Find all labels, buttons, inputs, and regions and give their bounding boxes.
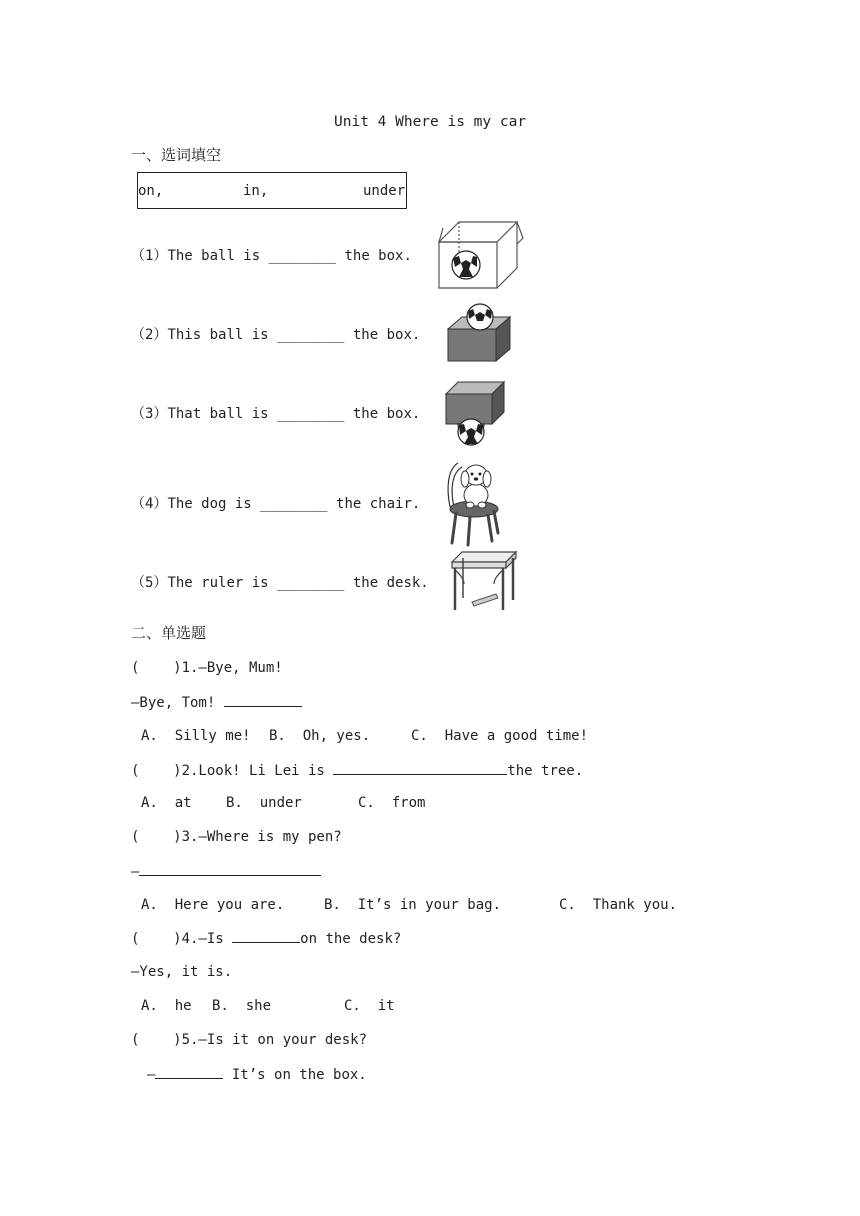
- q1-option-a[interactable]: A. Silly me!: [141, 728, 251, 744]
- item-number: （4）: [131, 496, 168, 512]
- section-2-heading: 二、单选题: [131, 624, 207, 642]
- item-text: The ball is: [167, 248, 269, 264]
- q1-option-b[interactable]: B. Oh, yes.: [269, 728, 371, 744]
- answer-blank[interactable]: ________: [277, 327, 345, 343]
- item-text: The ruler is: [167, 575, 278, 591]
- q1-answer-blank[interactable]: [224, 693, 302, 707]
- item-text: the desk.: [344, 575, 429, 591]
- item-text: the box.: [336, 248, 412, 264]
- q3-option-c[interactable]: C. Thank you.: [559, 897, 678, 913]
- q3-option-a[interactable]: A. Here you are.: [141, 897, 285, 913]
- q5-reply-text: It’s on the box.: [223, 1067, 367, 1083]
- ball-in-box-image: [437, 220, 527, 290]
- q3-reply: —: [131, 864, 140, 880]
- word-bank-on: on,: [138, 183, 164, 199]
- q3-line2: [131, 862, 321, 881]
- word-bank-under: under: [363, 183, 406, 199]
- q5-answer-blank[interactable]: [155, 1065, 223, 1079]
- item-number: （5）: [131, 575, 168, 591]
- item-number: （3）: [131, 406, 168, 422]
- q2-option-a[interactable]: A. at: [141, 795, 192, 811]
- answer-blank[interactable]: ________: [268, 248, 337, 264]
- fill-item-5: [131, 574, 429, 592]
- q3-option-b[interactable]: B. It’s in your bag.: [324, 897, 502, 913]
- q4-stem-text: on the desk?: [300, 931, 402, 947]
- q4-stem-text: ( )4.—Is: [131, 931, 233, 947]
- q4-option-c[interactable]: C. it: [344, 998, 395, 1014]
- q5-reply: —: [147, 1067, 156, 1083]
- q2-stem: [131, 761, 583, 780]
- q3-stem: ( )3.—Where is my pen?: [131, 829, 342, 845]
- item-number: （2）: [131, 327, 168, 343]
- item-text: The dog is: [167, 496, 261, 512]
- q3-answer-blank[interactable]: [139, 862, 321, 876]
- item-text: the chair.: [327, 496, 421, 512]
- q4-stem: [131, 929, 401, 948]
- q1-reply: —Bye, Tom!: [131, 695, 224, 711]
- q2-option-b[interactable]: B. under: [226, 795, 302, 811]
- ball-under-box-image: [444, 378, 508, 448]
- word-bank-in: in,: [243, 183, 269, 199]
- fill-item-4: [131, 495, 420, 513]
- fill-item-2: [131, 326, 420, 344]
- q4-line2: —Yes, it is.: [131, 964, 233, 980]
- q5-stem: ( )5.—Is it on your desk?: [131, 1032, 368, 1048]
- item-text: the box.: [344, 327, 421, 343]
- q2-option-c[interactable]: C. from: [358, 795, 426, 811]
- item-text: That ball is: [167, 406, 278, 422]
- answer-blank[interactable]: ________: [277, 406, 345, 422]
- ball-on-box-image: [446, 303, 514, 365]
- q1-line2: [131, 693, 302, 712]
- section-1-heading: 一、选词填空: [131, 146, 222, 164]
- q5-line2: [147, 1065, 367, 1084]
- q2-answer-blank[interactable]: [333, 761, 507, 775]
- fill-item-1: [131, 247, 412, 265]
- item-number: （1）: [131, 248, 168, 264]
- page-title: Unit 4 Where is my car: [334, 114, 527, 130]
- answer-blank[interactable]: ________: [277, 575, 345, 591]
- q4-option-a[interactable]: A. he: [141, 998, 192, 1014]
- word-bank-box: [137, 172, 407, 209]
- ruler-under-desk-image: [450, 550, 520, 614]
- fill-item-3: [131, 405, 420, 423]
- q1-option-c[interactable]: C. Have a good time!: [411, 728, 589, 744]
- answer-blank[interactable]: ________: [260, 496, 328, 512]
- q2-stem-text: ( )2.Look! Li Lei is: [131, 763, 334, 779]
- q4-answer-blank[interactable]: [232, 929, 300, 943]
- q1-stem: ( )1.—Bye, Mum!: [131, 660, 283, 676]
- dog-on-chair-image: [444, 457, 504, 547]
- q4-option-b[interactable]: B. she: [212, 998, 272, 1014]
- item-text: the box.: [344, 406, 421, 422]
- item-text: This ball is: [167, 327, 278, 343]
- q2-stem-text: the tree.: [507, 763, 584, 779]
